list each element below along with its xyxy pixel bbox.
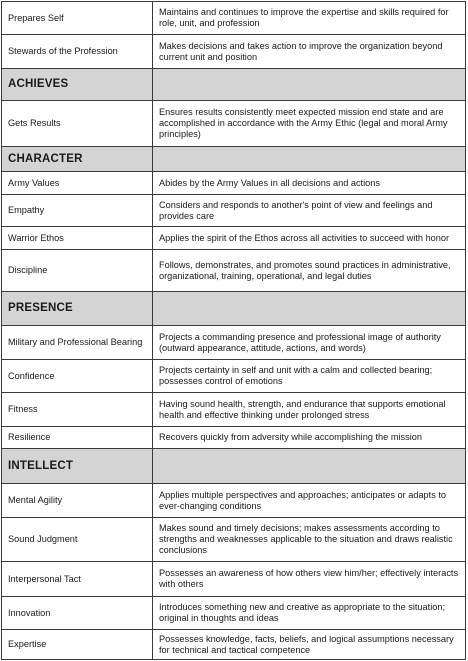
attribute-cell: Fitness <box>2 393 153 427</box>
section-title: ACHIEVES <box>2 69 153 101</box>
section-filler <box>153 69 466 101</box>
section-title: INTELLECT <box>2 449 153 484</box>
attribute-cell: Gets Results <box>2 101 153 147</box>
table-row <box>2 630 466 660</box>
section-filler <box>153 292 466 326</box>
attribute-cell: Expertise <box>2 630 153 660</box>
description-cell: Applies multiple perspectives and approaches; anticipates or adapts to ever-changing conditions <box>153 484 466 518</box>
description-cell: Makes decisions and takes action to improve the organization beyond current unit and position <box>153 35 466 69</box>
table-row <box>2 326 466 360</box>
description-cell: Having sound health, strength, and endurance that supports emotional health and effective thinking under prolonged stress <box>153 393 466 427</box>
attribute-cell: Resilience <box>2 427 153 449</box>
description-cell: Recovers quickly from adversity while accomplishing the mission <box>153 427 466 449</box>
attribute-cell: Confidence <box>2 360 153 393</box>
table-row <box>2 227 466 250</box>
table-row <box>2 597 466 630</box>
attribute-cell: Stewards of the Profession <box>2 35 153 69</box>
section-header-row <box>2 147 466 172</box>
description-cell: Abides by the Army Values in all decisions and actions <box>153 172 466 195</box>
description-cell: Projects certainty in self and unit with a calm and collected bearing; possesses control of emotions <box>153 360 466 393</box>
attribute-cell: Army Values <box>2 172 153 195</box>
description-cell: Introduces something new and creative as appropriate to the situation; original in thoughts and ideas <box>153 597 466 630</box>
table-row <box>2 35 466 69</box>
description-cell: Projects a commanding presence and professional image of authority (outward appearance, attitude, actions, and words) <box>153 326 466 360</box>
description-cell: Makes sound and timely decisions; makes assessments according to strengths and weaknesses applicable to the situation and draws realistic conclusions <box>153 518 466 562</box>
table-row <box>2 427 466 449</box>
attributes-table <box>1 1 466 660</box>
description-cell: Possesses knowledge, facts, beliefs, and logical assumptions necessary for technical and tactical competence <box>153 630 466 660</box>
section-filler <box>153 449 466 484</box>
section-title: PRESENCE <box>2 292 153 326</box>
section-title: CHARACTER <box>2 147 153 172</box>
description-cell: Ensures results consistently meet expected mission end state and are accomplished in accordance with the Army Ethic (legal and moral Army principles) <box>153 101 466 147</box>
attribute-cell: Discipline <box>2 250 153 292</box>
description-cell: Maintains and continues to improve the expertise and skills required for role, unit, and profession <box>153 2 466 35</box>
description-cell: Considers and responds to another's point of view and feelings and provides care <box>153 195 466 227</box>
table-row <box>2 518 466 562</box>
section-header-row <box>2 292 466 326</box>
attribute-cell: Innovation <box>2 597 153 630</box>
table-row <box>2 484 466 518</box>
section-header-row <box>2 69 466 101</box>
description-cell: Applies the spirit of the Ethos across all activities to succeed with honor <box>153 227 466 250</box>
attribute-cell: Interpersonal Tact <box>2 562 153 597</box>
attribute-cell: Warrior Ethos <box>2 227 153 250</box>
section-header-row <box>2 449 466 484</box>
table-row <box>2 101 466 147</box>
attribute-cell: Prepares Self <box>2 2 153 35</box>
attribute-cell: Sound Judgment <box>2 518 153 562</box>
table-row <box>2 393 466 427</box>
attribute-cell: Military and Professional Bearing <box>2 326 153 360</box>
table-row <box>2 195 466 227</box>
attribute-cell: Mental Agility <box>2 484 153 518</box>
table-row <box>2 172 466 195</box>
table-row <box>2 2 466 35</box>
description-cell: Possesses an awareness of how others view him/her; effectively interacts with others <box>153 562 466 597</box>
section-filler <box>153 147 466 172</box>
table-row <box>2 360 466 393</box>
description-cell: Follows, demonstrates, and promotes sound practices in administrative, organizational, training, operational, and legal duties <box>153 250 466 292</box>
table-row <box>2 562 466 597</box>
attribute-cell: Empathy <box>2 195 153 227</box>
table-row <box>2 250 466 292</box>
